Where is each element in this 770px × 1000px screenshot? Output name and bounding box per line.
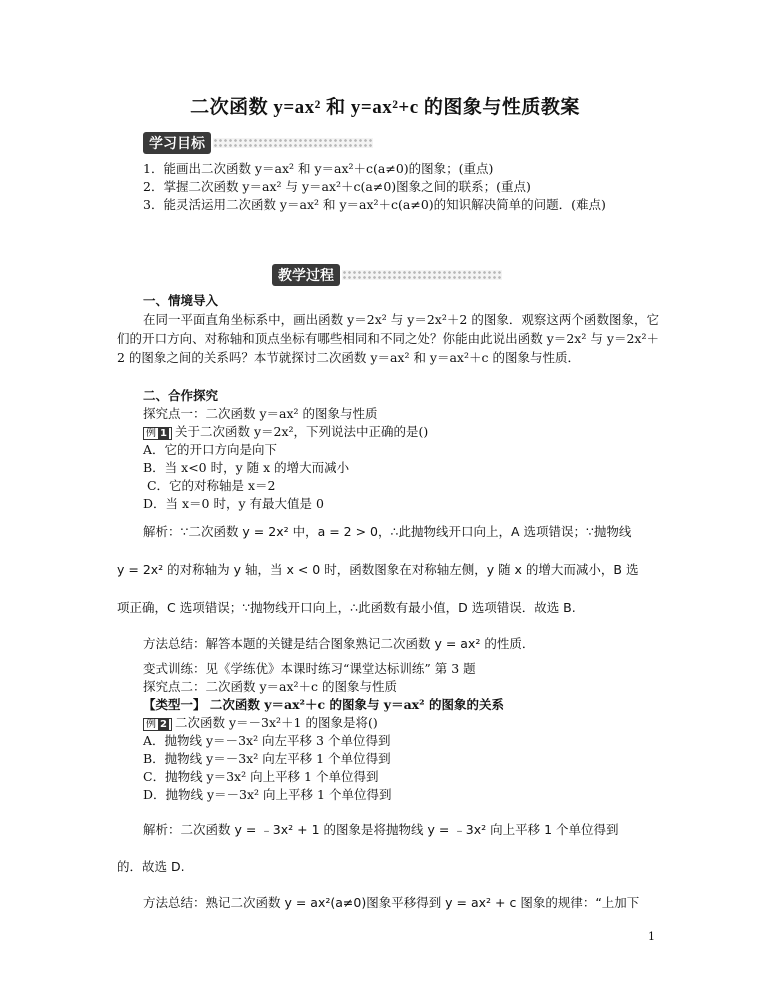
type-1-heading: 【类型一】 二次函数 y＝ax²＋c 的图象与 y＝ax² 的图象的关系 <box>143 697 504 712</box>
example-2-analysis-line2: 的．故选 D. <box>117 859 185 874</box>
point-1: 探究点一：二次函数 y＝ax² 的图象与性质 <box>143 406 378 421</box>
point-2: 探究点二：二次函数 y＝ax²＋c 的图象与性质 <box>143 679 398 694</box>
example-2-option-b: B．抛物线 y＝－3x² 向左平移 1 个单位得到 <box>143 751 391 766</box>
explore-heading: 二、合作探究 <box>143 388 219 403</box>
example-badge: 例 1 <box>143 427 172 440</box>
variant-training: 变式训练：见《学练优》本课时练习“课堂达标训练” 第 3 题 <box>143 661 476 676</box>
example-badge: 例 2 <box>143 718 172 731</box>
example-1-option-b: B．当 x<0 时，y 随 x 的增大而减小 <box>143 460 350 475</box>
section-label: 学习目标 <box>143 132 211 154</box>
example-1-analysis-line1: 解析：∵二次函数 y = 2x² 中，a = 2 > 0，∴此抛物线开口向上，A 选项错误；∵抛物线 <box>143 524 632 539</box>
example-1-option-c: C．它的对称轴是 x＝2 <box>143 478 276 493</box>
example-1-analysis-line2: y = 2x² 的对称轴为 y 轴，当 x < 0 时，函数图象在对称轴左侧，y 随 x 的增大而减小，B 选 <box>117 562 639 577</box>
section-label: 教学过程 <box>272 264 340 286</box>
page-number: 1 <box>648 930 655 943</box>
example-2-method: 方法总结：熟记二次函数 y = ax²(a≠0)图象平移得到 y = ax² + c 图象的规律：“上加下 <box>143 895 640 910</box>
objective-3: 3．能灵活运用二次函数 y＝ax² 和 y＝ax²＋c(a≠0)的知识解决简单的问题．(难点) <box>143 197 606 212</box>
example-2-option-d: D．抛物线 y＝－3x² 向上平移 1 个单位得到 <box>143 787 392 802</box>
example-1-option-a: A．它的开口方向是向下 <box>143 442 278 457</box>
page-title: 二次函数 y=ax² 和 y=ax²+c 的图象与性质教案 <box>190 97 580 118</box>
objective-1: 1．能画出二次函数 y＝ax² 和 y＝ax²＋c(a≠0)的图象；(重点) <box>143 161 494 176</box>
example-1-analysis-line3: 项正确，C 选项错误；∵抛物线开口向上，∴此函数有最小值，D 选项错误．故选 B. <box>117 600 576 615</box>
example-1-question: 例 1 关于二次函数 y＝2x²，下列说法中正确的是() <box>143 424 428 440</box>
section-header-objectives <box>143 132 373 154</box>
intro-heading: 一、情境导入 <box>143 293 219 308</box>
section-header-process <box>272 264 502 286</box>
example-2-analysis-line1: 解析：二次函数 y = ﹣3x² + 1 的图象是将抛物线 y = ﹣3x² 向上平移 1 个单位得到 <box>143 822 619 837</box>
example-1-method: 方法总结：解答本题的关键是结合图象熟记二次函数 y = ax² 的性质． <box>143 636 535 651</box>
example-2-option-c: C．抛物线 y＝3x² 向上平移 1 个单位得到 <box>143 769 379 784</box>
example-1-option-d: D．当 x＝0 时，y 有最大值是 0 <box>143 496 324 511</box>
dotted-bar <box>213 138 373 148</box>
example-2-question: 例 2 二次函数 y＝－3x²＋1 的图象是将() <box>143 715 378 731</box>
objective-2: 2．掌握二次函数 y＝ax² 与 y＝ax²＋c(a≠0)图象之间的联系；(重点) <box>143 179 531 194</box>
intro-paragraph: 在同一平面直角坐标系中，画出函数 y＝2x² 与 y＝2x²＋2 的图象．观察这两个函数图象，它们的开口方向、对称轴和顶点坐标有哪些相同和不同之处？你能由此说出函数 y＝2x² 与 y＝2x²＋2 的图象之间的关系吗？本节就探讨二次函数 y＝ax² 和 y＝ax²＋c 的图象与性质． <box>117 312 659 365</box>
dotted-bar <box>342 270 502 280</box>
example-2-option-a: A．抛物线 y＝－3x² 向左平移 3 个单位得到 <box>143 733 391 748</box>
